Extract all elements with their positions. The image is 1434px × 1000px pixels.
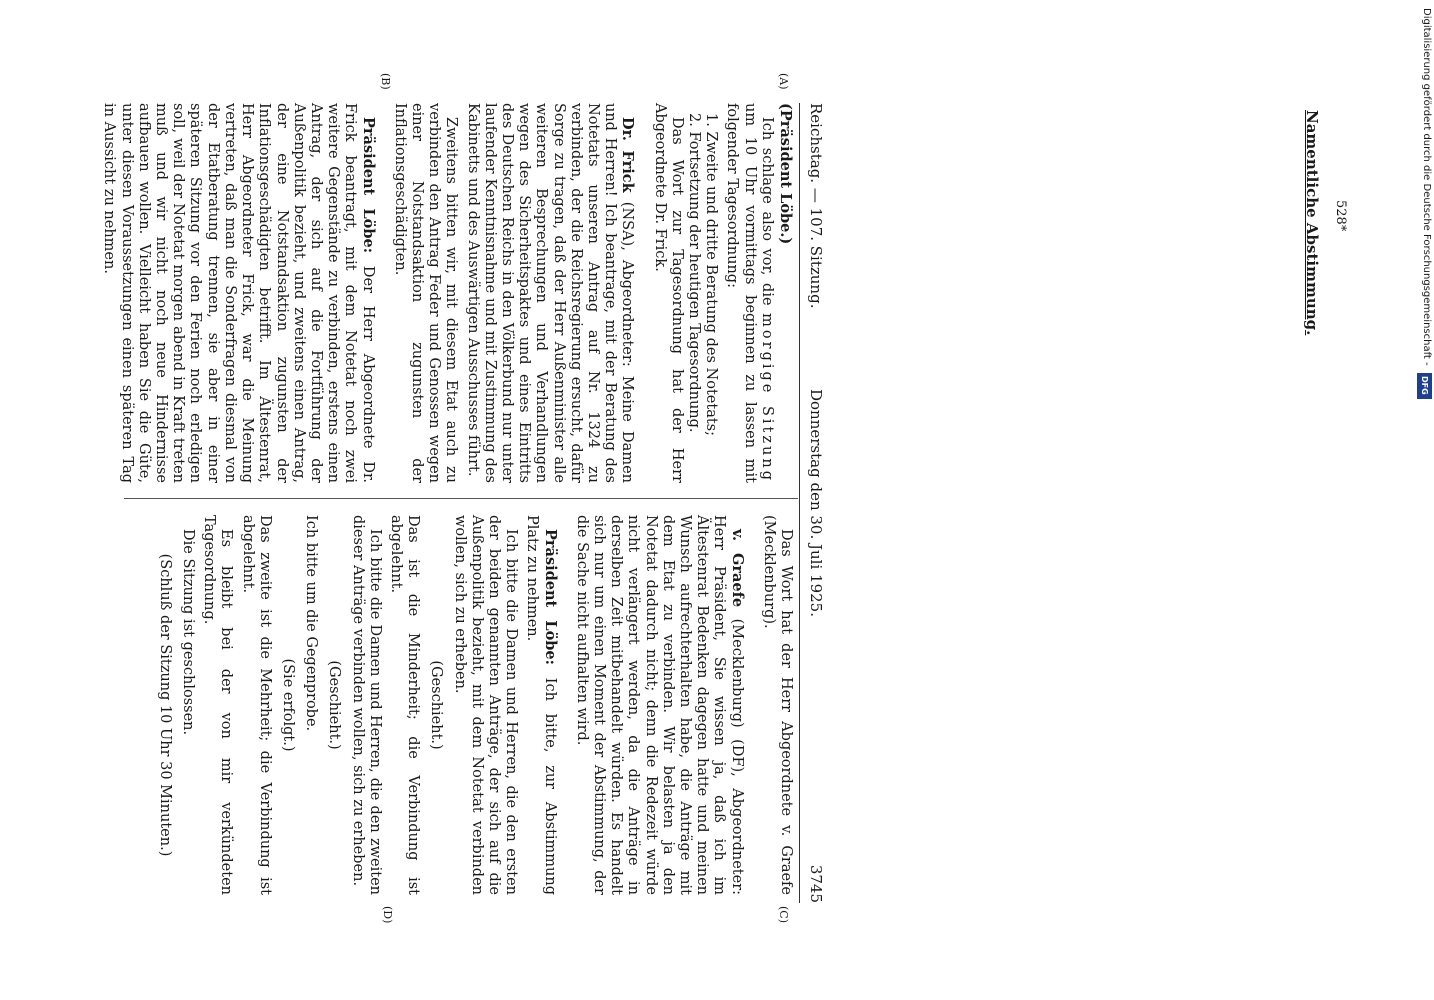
agenda-item-2: 2. Fortsetzung der heutigen Tagesordnung. — [685, 113, 702, 433]
appendix-page-number — [1330, 200, 1350, 260]
speech-text: Der Herr Abgeordnete Dr. Frick beantragt, mit dem Notetat noch zwei weitere Gegenstände zu verbinden, erstens einen Antrag, der sich auf die Fortführung der Außenpolitik bezieht, und zweitens einen Antrag, der eine Notstandsaktion zugunsten der Inflationsgeschädigten betrifft. Im Ältestenrat, Herr Abgeordneter Frick, war die Meinung vertreten, daß man die Sonderfragen diesmal von der Etatberatung trennen, sie aber in einer späteren Sitzung vor den Ferien noch erledigen soll, weil der Notetat morgen abend in Kraft treten muß und wir nicht noch neue Hindernisse aufbauen wollen. Vielleicht haben Sie die Güte, unter diesen Voraussetzungen einen späteren Tag in Aussicht zu nehmen. — [101, 103, 376, 483]
dfg-logo-text: DFG — [1420, 376, 1429, 395]
speech-loebe — [523, 515, 558, 895]
speaker-name: Dr. Frick — [619, 117, 637, 193]
right-column — [150, 515, 795, 895]
stage-direction: (Sie erfolgt.) — [279, 658, 296, 752]
paragraph: Das zweite ist die Mehrheit; die Verbindung ist abgelehnt. — [239, 515, 273, 895]
column-divider — [124, 498, 798, 499]
header-date: Donnerstag den 30. Juli 1925. — [807, 389, 825, 617]
opening-speaker: (Präsident Löbe.) — [777, 103, 794, 245]
emphasis: morgige Sitzung — [758, 313, 775, 483]
header-page-number: 3745 — [807, 864, 825, 903]
vote-heading-text: Namentliche Abstimmung. — [1303, 110, 1321, 336]
digitization-credit — [1414, 8, 1434, 398]
appendix-page-number-text: 528* — [1333, 200, 1348, 232]
stage-direction: (Geschieht.) — [428, 660, 445, 750]
header-rule — [799, 103, 800, 903]
paragraph — [723, 103, 775, 483]
paragraph: Ich bitte die Damen und Herren, die den ersten der beiden genannten Anträge, der sich auf die Außenpolitik bezieht, mit dem Notetat verbinden wollen, sich zu erheben. — [451, 515, 520, 895]
margin-marker-d: (D) — [381, 906, 394, 924]
paragraph: Das Wort hat der Herr Abgeordnete v. Graefe (Mecklenburg). — [760, 515, 794, 895]
speech-graefe — [573, 515, 746, 895]
paragraph: Ich bitte um die Gegenprobe. — [303, 515, 320, 732]
paragraph: Es bleibt bei der von mir verkündeten Tagesordnung. — [201, 515, 235, 895]
margin-marker-a: (A) — [777, 73, 790, 90]
speaker-name: Präsident Löbe: — [541, 529, 559, 665]
header-left: Reichstag. — 107. Sitzung. — [807, 103, 825, 309]
speech-text: Ich bitte, zur Abstimmung Platz zu nehmen. — [524, 515, 558, 895]
paragraph: Ich bitte die Damen und Herren, die den zweiten dieser Anträge verbinden wollen, sich zu erheben. — [349, 515, 383, 895]
margin-marker-c: (C) — [777, 906, 790, 923]
text: Ich schlage also vor, die — [758, 117, 775, 314]
paragraph: Die Sitzung ist geschlossen. — [179, 529, 196, 736]
paragraph: Zweitens bitten wir, mit diesem Etat auch zu verbinden den Antrag Feder und Genossen wegen einer Notstandsaktion zugunsten der Inflationsgeschädigten. — [391, 103, 460, 483]
text: um 10 Uhr vormittags beginnen zu lassen mit folgender Tagesordnung: — [724, 103, 758, 483]
printed-page — [101, 73, 825, 924]
stage-direction: (Geschieht.) — [326, 660, 343, 750]
speaker-name: Präsident Löbe: — [359, 117, 377, 254]
speech-frick — [463, 103, 636, 483]
paragraph: Das Wort zur Tagesordnung hat der Herr Abgeordnete Dr. Frick. — [651, 103, 685, 483]
speaker-name: v. Graefe — [728, 529, 746, 608]
running-head — [802, 103, 824, 903]
left-column — [96, 103, 794, 483]
speech-loebe — [100, 103, 376, 483]
agenda-item-1: 1. Zweite und dritte Beratung des Notetats; — [703, 113, 720, 437]
speech-text: (Mecklenburg) (DF), Abgeordneter: Herr Präsident, Sie wissen ja, daß ich im Ältestenrat Bedenken dagegen hatte und meinen Wunsch aufrechterhalten habe, die Anträge mit dem Etat zu verbinden. Wir belasten ja den Notetat dadurch nicht; denn die Redezeit würde nicht verlängert werden, da die Anträge in derselben Zeit mitbehandelt würden. Es handelt sich nur um einen Moment der Abstimmung, der die Sache nicht aufhalten wird. — [573, 515, 745, 896]
session-closing: (Schluß der Sitzung 10 Uhr 30 Minuten.) — [156, 553, 173, 857]
paragraph: Das ist die Minderheit; die Verbindung ist abgelehnt. — [387, 515, 422, 895]
margin-marker-b: (B) — [379, 73, 392, 90]
credit-text: Digitalisierung gefördert durch die Deutsche Forschungsgemeinschaft - — [1421, 8, 1432, 366]
speech-text: (NSA), Abgeordneter: Meine Damen und Herren! Ich beantrage, mit der Beratung des Notetats unseren Antrag auf Nr. 1324 zu verbinden, der die Reichsregierung ersucht, dafür Sorge zu tragen, daß der Herr Außenminister alle weiteren Besprechungen und Verhandlungen wegen des Sicherheitspaktes und eines Eintritts des Deutschen Reichs in den Völkerbund nur unter laufender Kenntnisnahme und mit Zustimmung des Kabinetts und des Auswärtigen Ausschusses führt. — [464, 103, 636, 483]
dfg-logo-icon — [1417, 373, 1432, 399]
